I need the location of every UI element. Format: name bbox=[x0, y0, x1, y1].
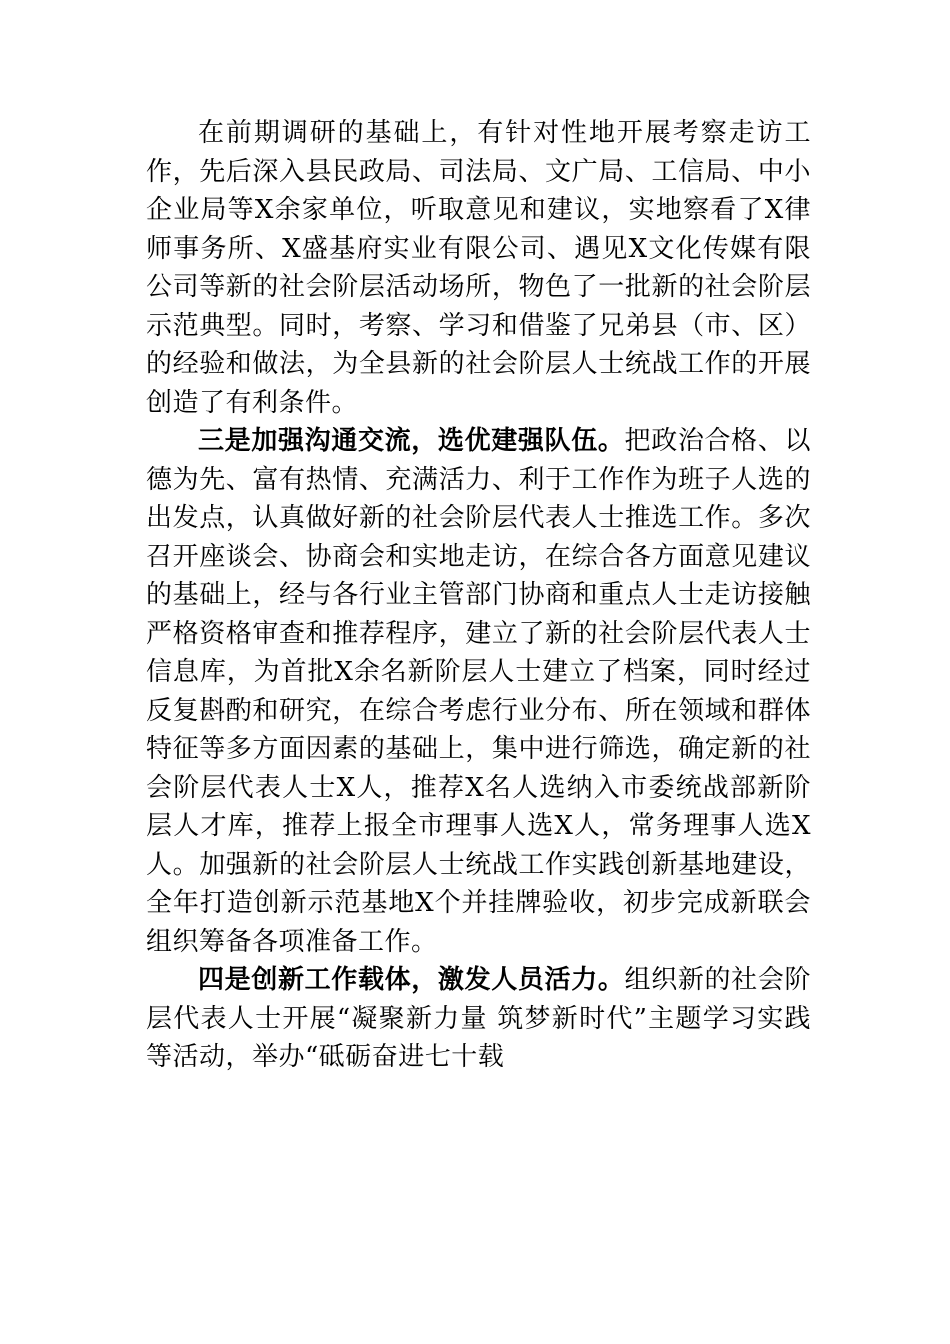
paragraph-3 bbox=[146, 961, 811, 1077]
paragraph-2-lead: 三是加强沟通交流，选优建强队伍。 bbox=[198, 426, 625, 456]
paragraph-2-text: 把政治合格、以德为先、富有热情、充满活力、利于工作作为班子人选的出发点，认真做好新的社会阶层代表人士推选工作。多次召开座谈会、协商会和实地走访，在综合各方面意见建议的基础上，经与各行业主管部门协商和重点人士走访接触严格资格审查和推荐程序，建立了新的社会阶层代表人士信息库，为首批X余名新阶层人士建立了档案，同时经过反复斟酌和研究，在综合考虑行业分布、所在领域和群体特征等多方面因素的基础上，集中进行筛选，确定新的社会阶层代表人士X人，推荐X名人选纳入市委统战部新阶层人才库，推荐上报全市理事人选X人，常务理事人选X人。加强新的社会阶层人士统战工作实践创新基地建设，全年打造创新示范基地X个并挂牌验收，初步完成新联会组织筹备各项准备工作。 bbox=[146, 426, 811, 957]
paragraph-3-lead: 四是创新工作载体，激发人员活力。 bbox=[198, 965, 625, 995]
paragraph-3-text: 组织新的社会阶层代表人士开展“凝聚新力量 筑梦新时代”主题学习实践等活动，举办“砥砺奋进七十载 bbox=[146, 965, 811, 1072]
paragraph-2 bbox=[146, 422, 811, 961]
paragraph-1-text: 在前期调研的基础上，有针对性地开展考察走访工作，先后深入县民政局、司法局、文广局、工信局、中小企业局等X余家单位，听取意见和建议，实地察看了X律师事务所、X盛基府实业有限公司、遇见X文化传媒有限公司等新的社会阶层活动场所，物色了一批新的社会阶层示范典型。同时，考察、学习和借鉴了兄弟县（市、区）的经验和做法，为全县新的社会阶层人士统战工作的开展创造了有利条件。 bbox=[146, 118, 811, 418]
document-body bbox=[146, 114, 811, 1077]
paragraph-1 bbox=[146, 114, 811, 422]
